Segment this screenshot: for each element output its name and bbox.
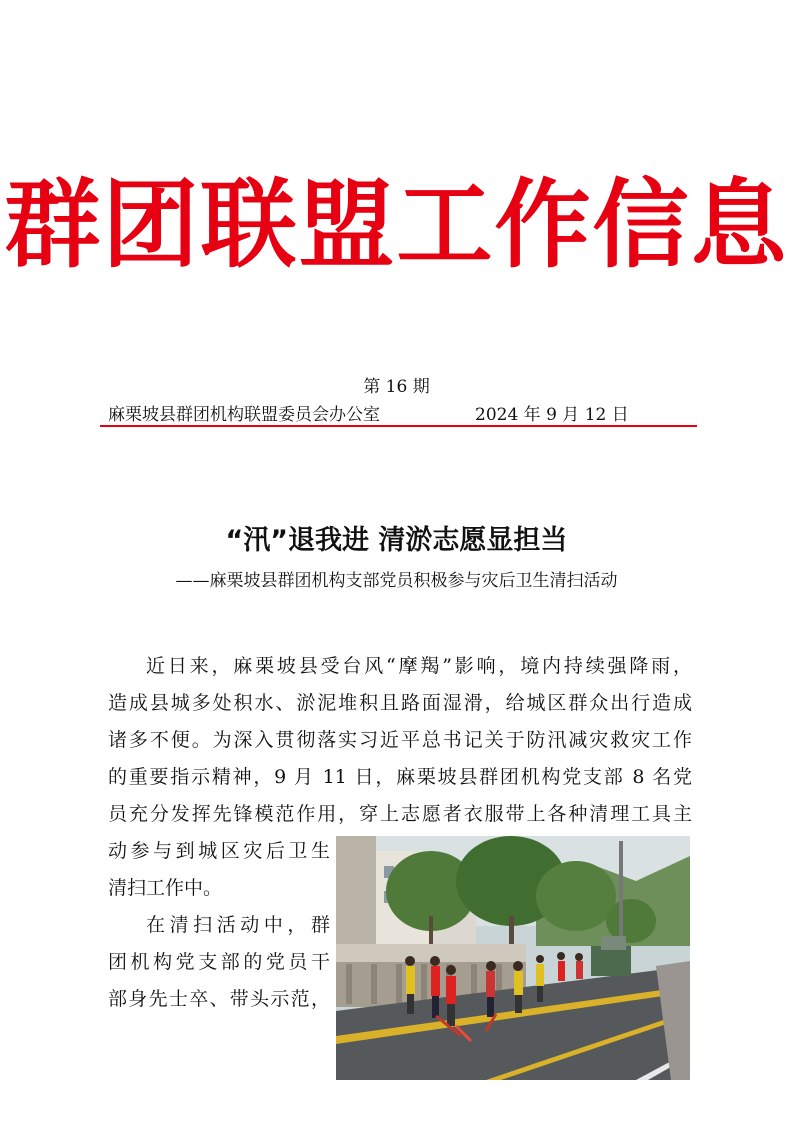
article-subtitle: ——麻栗坡县群团机构支部党员积极参与灾后卫生清扫活动 bbox=[175, 571, 618, 591]
paragraph-2 bbox=[108, 833, 330, 1018]
paragraph-line: 近日来，麻栗坡县受台风“摩羯”影响，境内持续强降雨， bbox=[146, 655, 692, 677]
paragraph-line: 在清扫活动中，群 bbox=[146, 914, 330, 936]
paragraph-line: 诸多不便。为深入贯彻落实习近平总书记关于防汛减灾救灾工作 bbox=[108, 729, 692, 751]
paragraph-line: 清扫工作中。 bbox=[108, 877, 223, 899]
red-divider bbox=[100, 425, 697, 427]
paragraph-line: 的重要指示精神，9 月 11 日，麻栗坡县群团机构党支部 8 名党 bbox=[108, 766, 692, 788]
paragraph-1 bbox=[108, 648, 692, 833]
issue-date: 2024 年 9 月 12 日 bbox=[475, 405, 629, 425]
cleanup-photo-illustration bbox=[336, 836, 690, 1080]
paragraph-line: 部身先士卒、带头示范， bbox=[108, 988, 330, 1010]
paragraph-line: 团机构党支部的党员干 bbox=[108, 951, 330, 973]
paragraph-line: 造成县城多处积水、淤泥堆积且路面湿滑，给城区群众出行造成 bbox=[108, 692, 692, 714]
issue-number: 第 16 期 bbox=[363, 377, 430, 397]
article-title: “汛”退我进 清淤志愿显担当 bbox=[225, 525, 568, 556]
issuing-office: 麻栗坡县群团机构联盟委员会办公室 bbox=[108, 405, 380, 425]
cleanup-photo bbox=[336, 836, 690, 1080]
paragraph-line: 员充分发挥先锋模范作用，穿上志愿者衣服带上各种清理工具主 bbox=[108, 803, 692, 825]
paragraph-line: 动参与到城区灾后卫生 bbox=[108, 840, 330, 862]
masthead-title: 群团联盟工作信息 bbox=[4, 169, 789, 281]
